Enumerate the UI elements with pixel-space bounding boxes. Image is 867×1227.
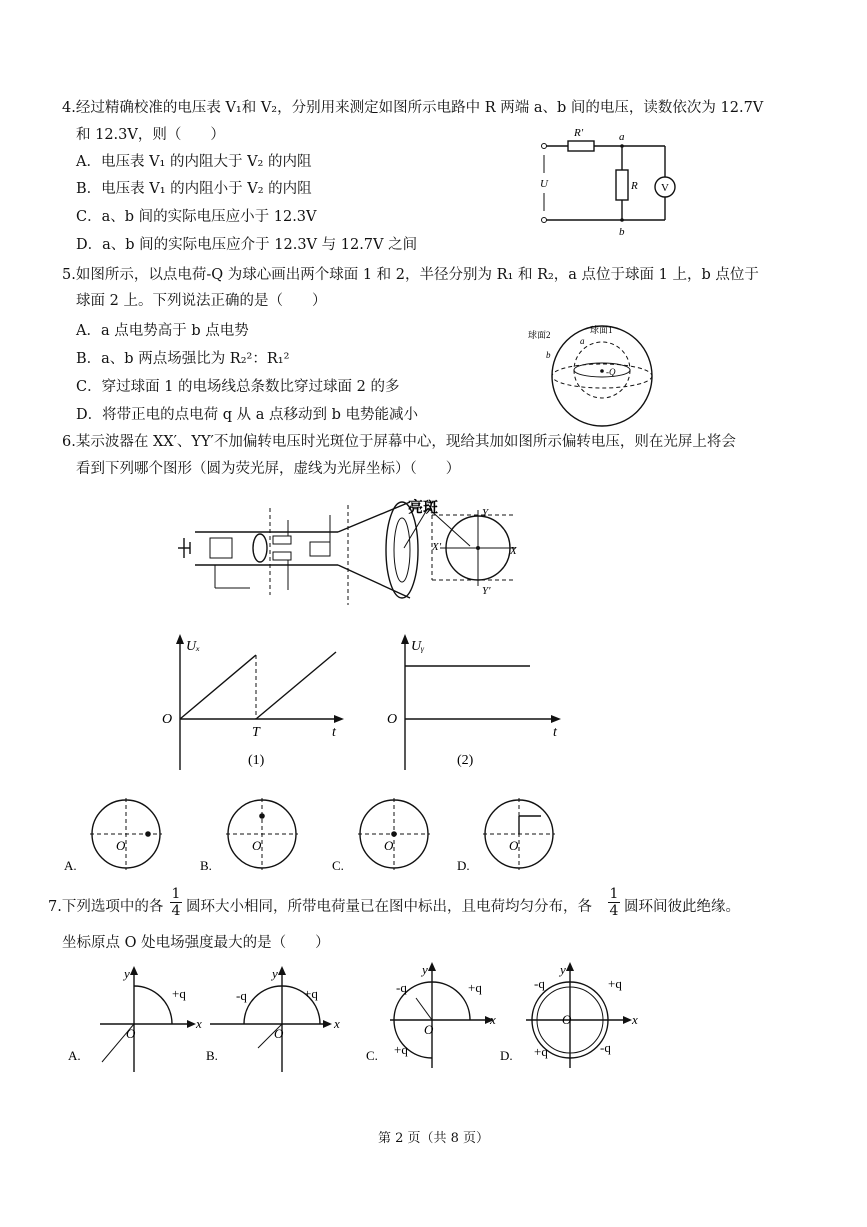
q6-option-b-figure <box>198 798 308 878</box>
q7-stem-part3: 圆环间彼此绝缘。 <box>624 899 740 915</box>
q7-option-a-label: A. <box>68 1048 81 1063</box>
q4-option-b: B．电压表 V₁ 的内阻小于 V₂ 的内阻 <box>76 181 312 197</box>
q6-stem-line1: 6.某示波器在 XX′、YY′不加偏转电压时光斑位于屏幕中心，现给其加如图所示偏转电压，则在光屏上将会 <box>62 434 736 450</box>
q7-option-c-label: C. <box>366 1048 378 1063</box>
q7d-label-minus-q: -q <box>534 976 545 991</box>
q7c-label-origin: O <box>424 1022 434 1037</box>
q6-graph1-ylabel: Uₓ <box>186 639 201 654</box>
q4-option-d: D．a、b 间的实际电压应介于 12.3V 与 12.7V 之间 <box>76 237 418 253</box>
q7d-label-minus-q-2: -q <box>600 1040 611 1055</box>
q6-label-y-prime: Y′ <box>482 585 491 597</box>
q7-option-a-figure <box>62 962 212 1077</box>
q6-graph1-xlabel: t <box>332 725 336 740</box>
q7b-label-plus-q: +q <box>304 986 318 1001</box>
q7-stem-part2: 圆环大小相同，所带电荷量已在图中标出，且电荷均匀分布，各 <box>186 899 592 915</box>
q6-graph-uy <box>385 630 575 775</box>
q5-label-q: -Q <box>606 367 616 377</box>
q5-sphere-diagram <box>530 318 675 428</box>
q4-label-v: V <box>661 182 669 194</box>
q4-label-r-prime: R' <box>574 127 584 139</box>
q6-graph2-ylabel: Uᵧ <box>411 639 425 654</box>
q4-stem-line1: 4.经过精确校准的电压表 V₁和 V₂，分别用来测定如图所示电路中 R 两端 a、b 间的电压，读数依次为 12.7V <box>62 100 764 116</box>
q4-label-a: a <box>619 131 625 143</box>
q7-fraction-den: 4 <box>171 903 181 919</box>
q7c-label-plus-q-2: +q <box>394 1042 408 1057</box>
q6-label-y: Y <box>482 507 489 519</box>
q5-stem-line2: 球面 2 上。下列说法正确的是（ ） <box>76 293 327 309</box>
q7-option-d-figure <box>498 958 648 1073</box>
q7d-label-x: x <box>632 1012 638 1027</box>
q6-option-d-label: D. <box>457 858 470 873</box>
q6-graph1-caption: (1) <box>248 753 265 768</box>
q6-graph2-origin: O <box>387 712 398 727</box>
q7c-label-x: x <box>490 1012 496 1027</box>
q5-option-b: B．a、b 两点场强比为 R₂²：R₁² <box>76 351 290 367</box>
q7-stem-line2: 坐标原点 O 处电场强度最大的是（ ） <box>62 935 330 951</box>
q7-option-d-label: D. <box>500 1048 513 1063</box>
q5-label-sphere2: 球面2 <box>528 330 551 340</box>
q4-stem-line2: 和 12.3V，则（ ） <box>76 127 225 143</box>
q7d-label-y: y <box>560 962 566 977</box>
q7-stem-part1: 7.下列选项中的各 <box>48 899 164 915</box>
q6-graph1-origin: O <box>162 712 173 727</box>
q5-stem-line1: 5.如图所示，以点电荷-Q 为球心画出两个球面 1 和 2，半径分别为 R₁ 和 R₂，a 点位于球面 1 上，b 点位于 <box>62 267 759 283</box>
q4-option-c: C．a、b 间的实际电压应小于 12.3V <box>76 209 317 225</box>
q7a-label-x: x <box>196 1016 202 1031</box>
q7-option-b-figure <box>200 962 350 1077</box>
q7b-label-x: x <box>334 1016 340 1031</box>
q6-option-b-label: B. <box>200 858 212 873</box>
q6-option-b-origin: O <box>252 838 262 853</box>
q5-label-sphere1: 球面1 <box>590 325 613 335</box>
q6-oscilloscope-diagram <box>170 490 530 610</box>
q7b-label-y: y <box>272 966 278 981</box>
q4-label-u: U <box>540 178 548 190</box>
q6-label-x: X <box>510 545 517 557</box>
q7c-label-y: y <box>422 962 428 977</box>
q7a-label-y: y <box>124 966 130 981</box>
q6-label-bright-spot: 亮斑 <box>408 500 439 516</box>
q7d-label-plus-q: +q <box>608 976 622 991</box>
q7-fraction-num-2: 1 <box>609 886 619 902</box>
q7-option-b-label: B. <box>206 1048 218 1063</box>
q7d-label-origin: O <box>562 1012 572 1027</box>
q6-graph1-tick-t: T <box>252 725 260 740</box>
q6-option-a-figure <box>62 798 172 878</box>
q6-stem-line2: 看到下列哪个图形（圆为荧光屏，虚线为光屏坐标）（ ） <box>76 461 461 477</box>
q7-fraction-den-2: 4 <box>609 903 619 919</box>
q7c-label-plus-q: +q <box>468 980 482 995</box>
q7c-label-minus-q: -q <box>396 980 407 995</box>
q4-label-r: R <box>631 180 638 192</box>
q5-label-b: b <box>546 350 551 360</box>
q7a-label-origin: O <box>126 1026 136 1041</box>
q4-option-a: A．电压表 V₁ 的内阻大于 V₂ 的内阻 <box>76 154 312 170</box>
q6-graph2-xlabel: t <box>553 725 557 740</box>
q6-option-c-origin: O <box>384 838 394 853</box>
q7-fraction-num: 1 <box>171 886 181 902</box>
q7a-label-plus-q: +q <box>172 986 186 1001</box>
q5-label-a: a <box>580 336 585 346</box>
q7b-label-origin: O <box>274 1026 284 1041</box>
q6-option-d-origin: O <box>509 838 519 853</box>
q6-graph2-caption: (2) <box>457 753 474 768</box>
q5-option-c: C．穿过球面 1 的电场线总条数比穿过球面 2 的多 <box>76 379 400 395</box>
q4-label-b: b <box>619 226 625 238</box>
q6-option-c-label: C. <box>332 858 344 873</box>
page-footer: 第 2 页（共 8 页） <box>377 1131 490 1146</box>
q6-graph-ux <box>160 630 360 775</box>
q6-option-d-figure <box>455 798 565 878</box>
q7-fraction-quarter-2 <box>607 886 621 919</box>
q7-fraction-quarter-1 <box>169 886 183 919</box>
q7d-label-plus-q-2: +q <box>534 1044 548 1059</box>
q6-option-a-origin: O <box>116 838 126 853</box>
q6-option-c-figure <box>330 798 440 878</box>
q5-option-d: D．将带正电的点电荷 q 从 a 点移动到 b 电势能减小 <box>76 407 418 423</box>
q4-circuit-diagram <box>530 125 690 240</box>
q7b-label-minus-q: -q <box>236 988 247 1003</box>
q6-label-x-prime: X′ <box>432 541 442 553</box>
q5-option-a: A．a 点电势高于 b 点电势 <box>76 323 249 339</box>
q7-option-c-figure <box>364 958 514 1073</box>
q6-option-a-label: A. <box>64 858 77 873</box>
